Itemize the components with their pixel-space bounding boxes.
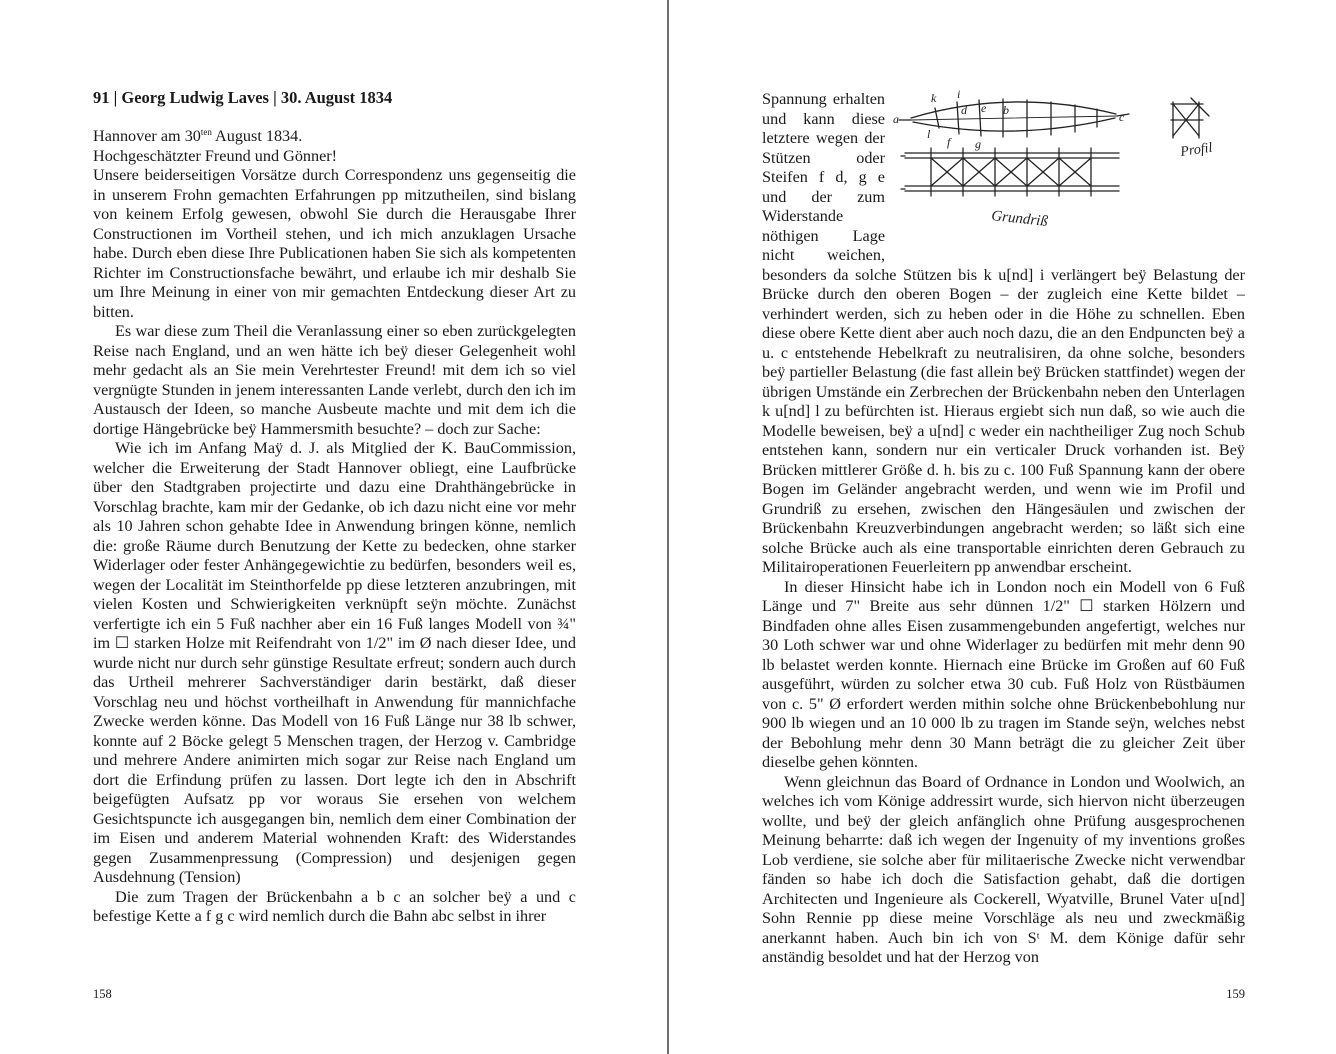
label-k: k (931, 91, 937, 105)
caption-plan: Grundriß (990, 208, 1049, 230)
paragraph: Wenn gleichnun das Board of Ordnance in London und Woolwich, an welches ich vom Könige addressirt wurde, sich hiervon nicht überzeugen wollte, und beÿ der gleich anfänglich ohne Prüfung ausgesprochenen Meinung beharrte: daß ich wegen der Ingenuity of my inventions großes Lob verdiene, sie solche aber für militaerische Zwecke nicht verwendbar fänden so habe ich doch die Satisfaction gehabt, daß die dortigen Architecten und Ingenieure als Cockerell, Wyatville, Brunel Vater u[nd] Sohn Rennie pp diese meine Vorschläge als neu und zweckmäßig anerkannt haben. Auch bin ich von Sᵗ M. dem Könige dafür sehr anständig besoldet und hat der Herzog von (762, 772, 1245, 966)
paragraph: Die zum Tragen der Brückenbahn a b c an solcher beÿ a und c befestige Kette a f g c wird nemlich durch die Bahn abc selbst in ihrer (93, 887, 576, 925)
date-line: Hannover am $30^{ten}$ August 1834. (93, 127, 303, 145)
right-page (670, 0, 1336, 1054)
salutation: Hochgeschätzter Freund und Gönner! (93, 146, 338, 165)
label-g: g (975, 137, 981, 151)
book-gutter (667, 0, 669, 1054)
cross-section-drawing (1171, 98, 1209, 138)
page-number: 159 (1226, 987, 1245, 1001)
paragraph: Wie ich im Anfang Maÿ d. J. als Mitglied der K. BauCommission, welcher die Erweiterung der Stadt Hannover obliegt, eine Laufbrücke über den Stadtgraben projectirte und dazu eine Drahthängebrücke in Vorschlag brachte, kam mir der Gedanke, ob ich dazu nicht eine vor mehr als 10 Jahren schon gehabte Idee in Anwendung bringen könne, nemlich die: große Räume durch Benutzung der Kette zu bedecken, ohne starker Widerlager oder fester Anhängegewichtie zu bedürfen, besonders weil es, wegen der Localität im Steinthorfelde pp diese letzteren anzubringen, mit vielen Kosten und Schwierigkeiten verknüpft seÿn möchte. Zunächst verfertigte ich ein 5 Fuß nachher aber ein 16 Fuß langes Modell von ¾" im ☐ starken Holze mit Reifendraht von 1/2" im Ø nach dieser Idee, und wurde nicht nur durch sehr günstige Resultate erfreut; sondern auch durch das Urtheil mehrerer Sachverständiger darin bestärkt, daß dieser Vorschlag neu und höchst vortheilhaft in Anwendung für mannichfache Zwecke werden könne. Das Modell von 16 Fuß Länge nur 38 lb schwer, konnte auf 2 Böcke gelegt 5 Menschen tragen, der Herzog v. Cambridge und mehrere Andere animirten mich sogar zur Reise nach England um dort die Erfindung prüfen zu lassen. Dort legte ich den in Abschrift beigefügten Aufsatz pp vor woraus Sie ersehen von welchem Gesichtspuncte ich ausgegangen bin, nemlich dem einer Combination der im Eisen und anderem Material wohnenden Kraft: des Widerstandes gegen Zusammenpressung (Compression) und desjenigen gegen Ausdehnung (Tension) (93, 439, 576, 886)
label-e: e (981, 101, 987, 115)
label-i: i (957, 90, 961, 101)
paragraph: In dieser Hinsicht habe ich in London noch ein Modell von 6 Fuß Länge und 7" Breite aus sehr dünnen 1/2" ☐ starken Hölzern und Bindfaden ohne alles Eisen zusammengebunden angefertigt, welches nur 30 Loth schwer war und ohne Widerlager zu bedürfen mit mehr denn 90 lb belastet werden konnte. Hiernach eine Brücke im Großen auf 60 Fuß ausgeführt, würden zu solcher etwa 30 cub. Fuß Holz von Rüstbäumen von c. 5" Ø erfordert werden mithin solche ohne Brückenbebohlung nur 900 lb wiegen und an 10 000 lb zu tragen im Stande seÿn, welches nebst der Bebohlung mehr denn 30 Mann beträgt die zu gleicher Zeit über dieselbe gehen könnten. (762, 577, 1245, 771)
bridge-sketch (891, 90, 1245, 248)
label-f: f (947, 135, 951, 149)
label-c: c (1119, 110, 1125, 124)
page-number: 158 (93, 987, 112, 1001)
label-b: b (1003, 103, 1009, 117)
label-a: a (893, 112, 899, 126)
paragraph: Es war diese zum Theil die Veranlassung einer so eben zurückgelegten Reise nach England, und an wen hätte ich beÿ dieser Gelegenheit wohl mehr gedacht als an Sie mein Verehrtester Freund! mit dem ich so viel vergnügte Stunden in jenem interessanten Lande verlebt, durch den ich im Austausch der Ideen, so manche Ausbeute machte und mit dem ich die dortige Hängebrücke beÿ Hammersmith besuchte? – doch zur Sache: (93, 322, 576, 438)
label-l: l (927, 127, 931, 141)
letter-heading: 91 | Georg Ludwig Laves | 30. August 1834 (93, 88, 393, 107)
letter-body-continued (762, 90, 1245, 968)
caption-profile: Profil (1179, 140, 1214, 160)
letter-body (93, 127, 576, 927)
paragraph: Spannung erhalten und kann diese letztere wegen der Stützen oder Steifen f d, g e und der zum Widerstande nöthigen Lage nicht weichen, besonders da solche Stützen bis k u[nd] i verlängert beÿ Belastung der Brücke durch den oberen Bogen – der zugleich eine Kette bildet – verhindert werden, sich zu heben oder in die Höhe zu schnellen. Eben diese obere Kette dient aber auch noch dazu, die an den Endpuncten beÿ a u. c entstehende Hebelkraft zu neutralisiren, da ohne solche, besonders beÿ partieller Belastung (die fast allein beÿ Brücken stattfindet) wegen der übrigen Umstände ein Zerbrechen der Brückenbahn neben den Unterlagen k u[nd] l zu befürchten ist. Hieraus ergiebt sich nun daß, so wie auch die Modelle beweisen, beÿ a u[nd] c weder ein nachtheiliger Zug noch Schub entstehen kann, sondern nur ein verticaler Druck vorhanden ist. Beÿ Brücken mittlerer Größe d. h. bis zu c. 100 Fuß Spannung kann der obere Bogen im Geländer angebracht werden, und wenn wie im Profil und Grundriß zu ersehen, zwischen den Hängesäulen und zwischen der Brückenbahn Kreuzverbindungen angebracht werden; so läßt sich eine solche Brücke auch als eine transportable einrichten deren Gebrauch zu Militairoperationen Feuerleitern pp anwendbar erscheint. (762, 90, 1245, 576)
paragraph: Unsere beiderseitigen Vorsätze durch Correspondenz uns gegenseitig die in unserem Frohn gemachten Erfahrungen pp mitzutheilen, sind bislang von keinem Erfolg gewesen, obwohl Sie durch die Herausgabe Ihrer Constructionen im Vortheil stehen, und ich mich anzuklagen Ursache habe. Durch eben diese Ihre Publicationen haben Sie sich als kompetenten Richter im Constructionsfache bewährt, und erlaube ich mir deshalb Sie um Ihre Meinung in einer von mir gemachten Entdeckung dieser Art zu bitten. (93, 166, 576, 321)
label-d: d (961, 103, 967, 117)
plan-drawing (901, 148, 1119, 196)
